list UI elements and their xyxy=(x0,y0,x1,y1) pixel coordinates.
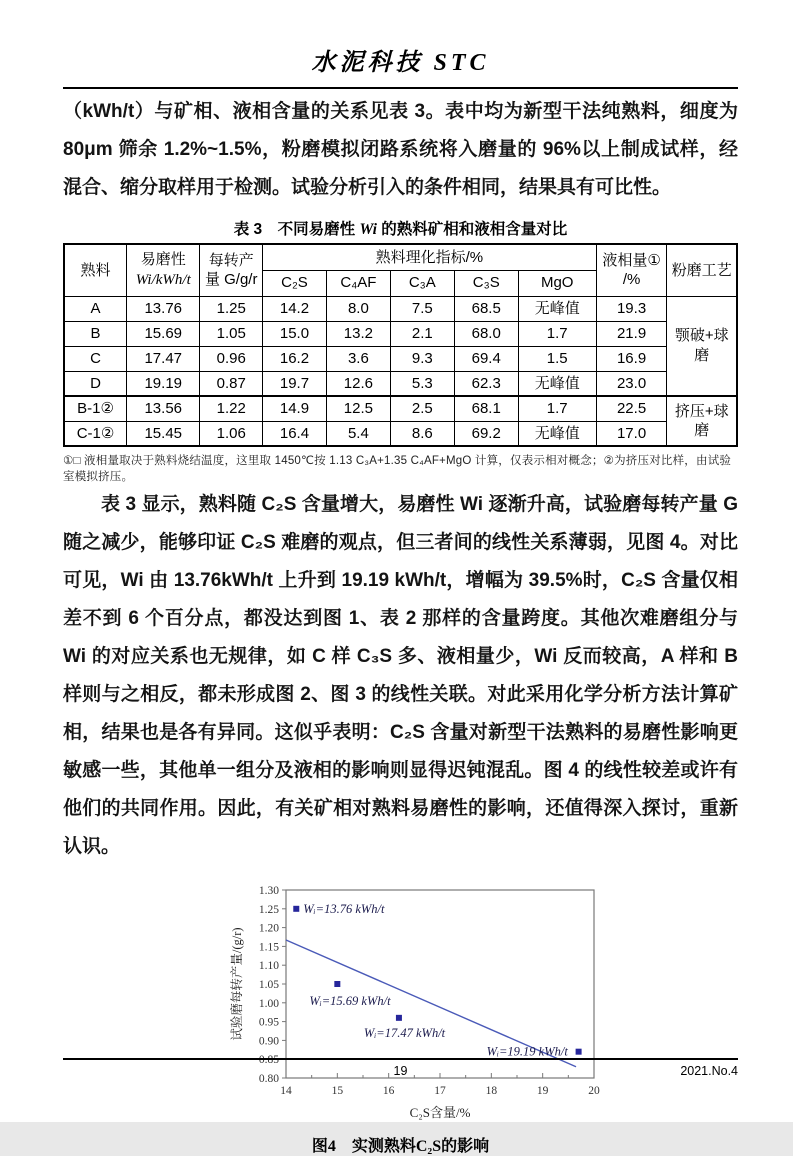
x-tick-label: 14 xyxy=(279,1085,292,1097)
paragraph-2: 表 3 显示，熟料随 C₂S 含量增大，易磨性 Wi 逐渐升高，试验磨每转产量 G 随之减少，能够印证 C₂S 难磨的观点，但三者间的线性关系薄弱，见图 4。对比可见，Wi 由 13.76kWh/t 上升到 19.19 kWh/t，增幅为 39.5%时，C₂S 含量仅相差不到 6 个百分点，都没达到图 1、表 2 那样的含量跨度。其他次难磨组分与 Wi 的对应关系也无规律，如 C 样 C₃S 多、液相量少，Wi 反而较高，A 样和 B 样则与之相反，都未形成图 2、图 3 的线性关联。对此采用化学分析方法计算矿相，结果也是各有异同。这似乎表明：C₂S 含量对新型干法熟料的易磨性影响更敏感一些，其他单一组分及液相的影响则显得迟钝混乱。图 4 的线性较差或许有他们的共同作用。因此，有关矿相对熟料易磨性的影响，还值得深入探讨，重新认识。 xyxy=(63,494,738,857)
col-header-c3s: C₃S xyxy=(454,270,518,296)
table-cell: 8.0 xyxy=(326,296,390,321)
x-tick-label: 18 xyxy=(485,1085,497,1097)
col-header-process: 粉磨工艺 xyxy=(667,244,737,296)
table-row xyxy=(64,346,737,371)
y-tick-label: 1.20 xyxy=(258,922,279,935)
y-tick-label: 1.10 xyxy=(258,960,279,973)
x-tick-label: 19 xyxy=(536,1085,548,1097)
data-point xyxy=(575,1049,581,1055)
table-cell: 22.5 xyxy=(596,396,667,421)
table-cell: 1.06 xyxy=(200,421,263,446)
x-tick-label: 20 xyxy=(587,1085,600,1097)
y-tick-label: 1.15 xyxy=(258,941,279,954)
col-header-c3a: C₃A xyxy=(390,270,454,296)
table-cell: 2.1 xyxy=(390,321,454,346)
table-cell: 14.9 xyxy=(263,396,327,421)
table-cell: 16.4 xyxy=(263,421,327,446)
table-row xyxy=(64,396,737,421)
table-cell: 3.6 xyxy=(326,346,390,371)
col-header-liquid: 液相量① /% xyxy=(596,244,667,296)
table-cell: B xyxy=(64,321,127,346)
table-cell: 1.7 xyxy=(518,321,596,346)
table-cell: 5.4 xyxy=(326,421,390,446)
table-cell: C-1② xyxy=(64,421,127,446)
table-cell: 无峰值 xyxy=(518,371,596,396)
table-cell: 69.2 xyxy=(454,421,518,446)
table-cell: 16.2 xyxy=(263,346,327,371)
data-point xyxy=(395,1015,401,1021)
x-tick-label: 15 xyxy=(331,1085,343,1097)
table-cell: A xyxy=(64,296,127,321)
y-tick-label: 0.90 xyxy=(258,1035,279,1048)
table-cell: 5.3 xyxy=(390,371,454,396)
table-cell: 23.0 xyxy=(596,371,667,396)
data-point-label: Wᵢ=15.69 kWh/t xyxy=(308,994,391,1008)
x-axis-label: C₂S含量/% xyxy=(409,1105,470,1120)
table-cell: 62.3 xyxy=(454,371,518,396)
table-row xyxy=(64,321,737,346)
col-header-mgo: MgO xyxy=(518,270,596,296)
col-header-c2s: C₂S xyxy=(263,270,327,296)
table-cell: 1.05 xyxy=(200,321,263,346)
table-cell: 无峰值 xyxy=(518,421,596,446)
y-tick-label: 1.05 xyxy=(258,979,279,991)
y-axis-label: 试验磨每转产量/(g/r) xyxy=(229,927,244,1041)
data-point xyxy=(334,981,340,987)
table-cell: 1.22 xyxy=(200,396,263,421)
table-cell: 15.45 xyxy=(127,421,200,446)
table-cell: 68.1 xyxy=(454,396,518,421)
col-header-output: 每转产 量 G/g/r xyxy=(200,244,263,296)
table-row xyxy=(64,421,737,446)
y-tick-label: 0.85 xyxy=(258,1054,279,1067)
table-cell: 13.2 xyxy=(326,321,390,346)
figure4-chart xyxy=(228,882,608,1122)
table-cell: 1.7 xyxy=(518,396,596,421)
page-number: 19 xyxy=(393,1064,408,1078)
table-cell: 17.0 xyxy=(596,421,667,446)
data-point-label: Wᵢ=17.47 kWh/t xyxy=(363,1025,445,1040)
table-header-row-1 xyxy=(64,244,737,270)
table-cell: 15.69 xyxy=(127,321,200,346)
table-cell: 9.3 xyxy=(390,346,454,371)
table-cell: 15.0 xyxy=(263,321,327,346)
table-cell: 14.2 xyxy=(263,296,327,321)
footer-rule xyxy=(63,1058,738,1060)
table-cell: 21.9 xyxy=(596,321,667,346)
header-rule xyxy=(63,87,738,89)
x-tick-label: 16 xyxy=(382,1085,394,1097)
data-point-label: Wᵢ=19.19 kWh/t xyxy=(486,1044,568,1059)
col-header-c4af: C₄AF xyxy=(326,270,390,296)
y-tick-label: 1.25 xyxy=(258,903,279,916)
table-cell: 12.5 xyxy=(326,396,390,421)
table-cell: 1.5 xyxy=(518,346,596,371)
table-row xyxy=(64,371,737,396)
table-cell: 13.76 xyxy=(127,296,200,321)
col-header-grindability: 易磨性 Wi/kWh/t xyxy=(127,244,200,296)
table-cell: 7.5 xyxy=(390,296,454,321)
issue-number: 2021.No.4 xyxy=(680,1064,738,1078)
table-cell: 68.5 xyxy=(454,296,518,321)
y-tick-label: 1.00 xyxy=(258,997,279,1010)
table-cell: 19.19 xyxy=(127,371,200,396)
y-tick-label: 0.95 xyxy=(258,1016,279,1029)
figure4 xyxy=(63,882,738,1156)
table-cell: 19.7 xyxy=(263,371,327,396)
table-cell: 8.6 xyxy=(390,421,454,446)
y-tick-label: 0.80 xyxy=(258,1073,279,1085)
table-cell: 无峰值 xyxy=(518,296,596,321)
figure4-caption: 图4 实测熟料C₂S的影响 xyxy=(311,1138,490,1155)
table-cell: 19.3 xyxy=(596,296,667,321)
data-point xyxy=(293,906,299,912)
table-cell: 16.9 xyxy=(596,346,667,371)
table-cell: 12.6 xyxy=(326,371,390,396)
table-cell: 0.87 xyxy=(200,371,263,396)
table3 xyxy=(63,243,738,447)
col-header-physchem-group: 熟料理化指标/% xyxy=(263,244,597,270)
table-cell: 68.0 xyxy=(454,321,518,346)
table3-body xyxy=(64,296,737,446)
table3-footnote: ①□ 液相量取决于熟料烧结温度，这里取 1450℃按 1.13 C₃A+1.35 C₄AF+MgO 计算，仅表示相对概念；②为挤压对比样，由试验室模拟挤压。 xyxy=(63,455,732,483)
x-tick-label: 17 xyxy=(433,1085,446,1097)
journal-title: 水泥科技 STC xyxy=(311,50,490,76)
table-cell: 13.56 xyxy=(127,396,200,421)
table-cell: D xyxy=(64,371,127,396)
data-point-label: Wᵢ=13.76 kWh/t xyxy=(302,901,385,916)
table-cell: C xyxy=(64,346,127,371)
page-footer xyxy=(63,1058,738,1082)
table-cell: 0.96 xyxy=(200,346,263,371)
paragraph-1: （kWh/t）与矿相、液相含量的关系见表 3。表中均为新型干法纯熟料，细度为 80μm 筛余 1.2%~1.5%，粉磨模拟闭路系统将入磨量的 96%以上制成试样，经混合、缩分取样用于检测。试验分析引入的条件相同，结果具有可比性。 xyxy=(63,101,738,198)
table3-title: 表 3 不同易磨性 Wi 的熟料矿相和液相含量对比 xyxy=(233,221,568,238)
table-row xyxy=(64,296,737,321)
col-header-clinker: 熟料 xyxy=(64,244,127,296)
table-cell: 17.47 xyxy=(127,346,200,371)
process-cell: 挤压+球磨 xyxy=(667,396,737,446)
table-cell: B-1② xyxy=(64,396,127,421)
table-cell: 2.5 xyxy=(390,396,454,421)
process-cell: 颚破+球磨 xyxy=(667,296,737,396)
y-tick-label: 1.30 xyxy=(258,885,279,897)
table-cell: 69.4 xyxy=(454,346,518,371)
table-cell: 1.25 xyxy=(200,296,263,321)
